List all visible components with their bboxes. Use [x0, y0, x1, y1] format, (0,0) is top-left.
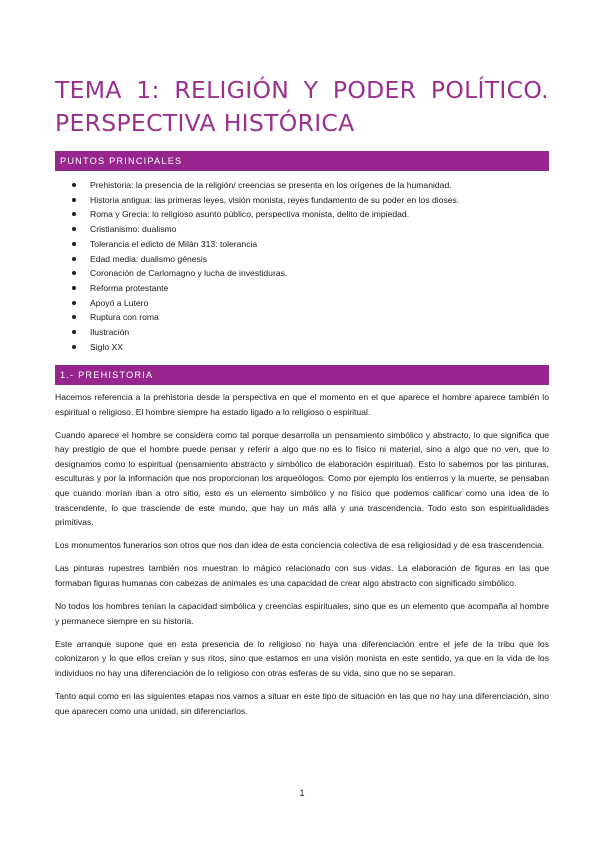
list-item-text: Coronación de Carlomagno y lucha de investiduras. — [90, 268, 288, 279]
list-item — [55, 207, 549, 222]
bullet-icon — [72, 345, 76, 349]
title-word: Y — [303, 76, 319, 104]
bullet-icon — [72, 330, 76, 334]
section-body — [55, 390, 549, 727]
paragraph: Las pinturas rupestres también nos muestran lo mágico relacionado con sus vidas. La elaboración de figuras en las que formaban figuras humanas con cabezas de animales es una capacidad de crear algo abstracto con significado simbólico. — [55, 563, 549, 589]
title-word: POLÍTICO. — [430, 76, 549, 104]
list-item-text: Tolerancia el edicto de Milán 313: tolerancia — [90, 238, 258, 249]
bullet-icon — [72, 212, 76, 216]
key-points-list — [55, 178, 549, 354]
paragraph: Cuando aparece el hombre se considera como tal porque desarrolla un pensamiento simbólico y abstracto, lo que significa que hay prestigio de que el hombre puede pensar y referir a algo que no es lo físico ni material, sino a algo que no ven, que lo designamos como lo espiritual (pensamiento abstracto y simbólico de elaboración espiritual). Esto lo sabemos por las pinturas, esculturas y por la información que nos proporcionan los arqueólogos. Como por ejemplo los entierros y la muerte, se pensaban que cuando morían iban a otro sitio, esto es un elemento simbólico y no físico que podemos calificar como una idea de lo trascendente, lo que trasciende de este mundo, que hay un más allá y una trascendencia. Todo esto son espiritualidades primitivas. — [55, 429, 549, 528]
list-item — [55, 193, 549, 208]
list-item-text: Ilustración — [90, 327, 130, 338]
bullet-icon — [72, 301, 76, 305]
bullet-icon — [72, 315, 76, 319]
paragraph: Este arranque supone que en esta presencia de lo religioso no haya una diferenciación entre el jefe de la tribu que los colonizaron y lo que ellos creían y sus ritos, sino que estamos en una visión monista en este sentido, ya que en la vida de los individuos no hay una diferenciación de lo religioso con otras esferas de su vida, sino que no se separan. — [55, 638, 549, 678]
section-heading-prehistoria: 1.- PREHISTORIA — [55, 365, 549, 385]
list-item-text: Cristianismo: dualismo — [90, 224, 177, 235]
list-item — [55, 310, 549, 325]
page-number: 1 — [299, 788, 305, 798]
list-item — [55, 237, 549, 252]
list-item-text: Ruptura con roma — [90, 312, 159, 323]
bullet-icon — [72, 242, 76, 246]
list-item-text: Roma y Grecia: lo religioso asunto público, perspectiva monista, delito de impiedad. — [90, 209, 410, 220]
list-item — [55, 222, 549, 237]
list-item — [55, 325, 549, 340]
section-heading-puntos-principales: PUNTOS PRINCIPALES — [55, 151, 549, 171]
list-item — [55, 296, 549, 311]
bullet-icon — [72, 257, 76, 261]
list-item-text: Reforma protestante — [90, 282, 169, 293]
title-word: TEMA — [55, 76, 122, 104]
list-item-text: Apoyó a Lutero — [90, 297, 149, 308]
paragraph: Tanto aquí como en las siguientes etapas nos vamos a situar en este tipo de situación en las que no hay una diferenciación, sino que aparecen como una unidad, sin diferenciarlos. — [55, 691, 549, 716]
list-item — [55, 178, 549, 193]
bullet-icon — [72, 286, 76, 290]
title-word: RELIGIÓN — [174, 76, 290, 104]
bullet-icon — [72, 271, 76, 275]
bullet-icon — [72, 227, 76, 231]
title-line-2: PERSPECTIVA HISTÓRICA — [55, 109, 355, 137]
list-item-text: Edad media: dualismo génesis — [90, 253, 208, 264]
title-line-1 — [55, 74, 549, 107]
title-word: 1: — [136, 76, 160, 104]
paragraph: Los monumentos funerarios son otros que nos dan idea de esta conciencia colectiva de esa religiosidad y de esa trascendencia. — [55, 540, 545, 551]
list-item-text: Historia antigua: las primeras leyes, visión monista, reyes fundamento de su poder en los dioses. — [90, 194, 460, 205]
list-item-text: Siglo XX — [90, 341, 123, 352]
list-item — [55, 266, 549, 281]
paragraph: No todos los hombres tenían la capacidad simbólica y creencias espirituales, sino que es un elemento que acompaña al hombre y permanece siempre en su historia. — [55, 601, 549, 626]
title-word: PODER — [332, 76, 417, 104]
bullet-icon — [72, 183, 76, 187]
list-item — [55, 281, 549, 296]
paragraph: Hacemos referencia a la prehistoria desde la perspectiva en que el momento en el que aparece el hombre aparece también lo espiritual o religioso. El hombre siempre ha estado ligado a lo religioso o espiritual. — [55, 392, 549, 417]
page-title — [55, 74, 549, 140]
list-item — [55, 252, 549, 267]
list-item-text: Prehistoria: la presencia de la religión/ creencias se presenta en los orígenes de la humanidad. — [90, 180, 452, 190]
bullet-icon — [72, 198, 76, 202]
list-item — [55, 340, 549, 355]
